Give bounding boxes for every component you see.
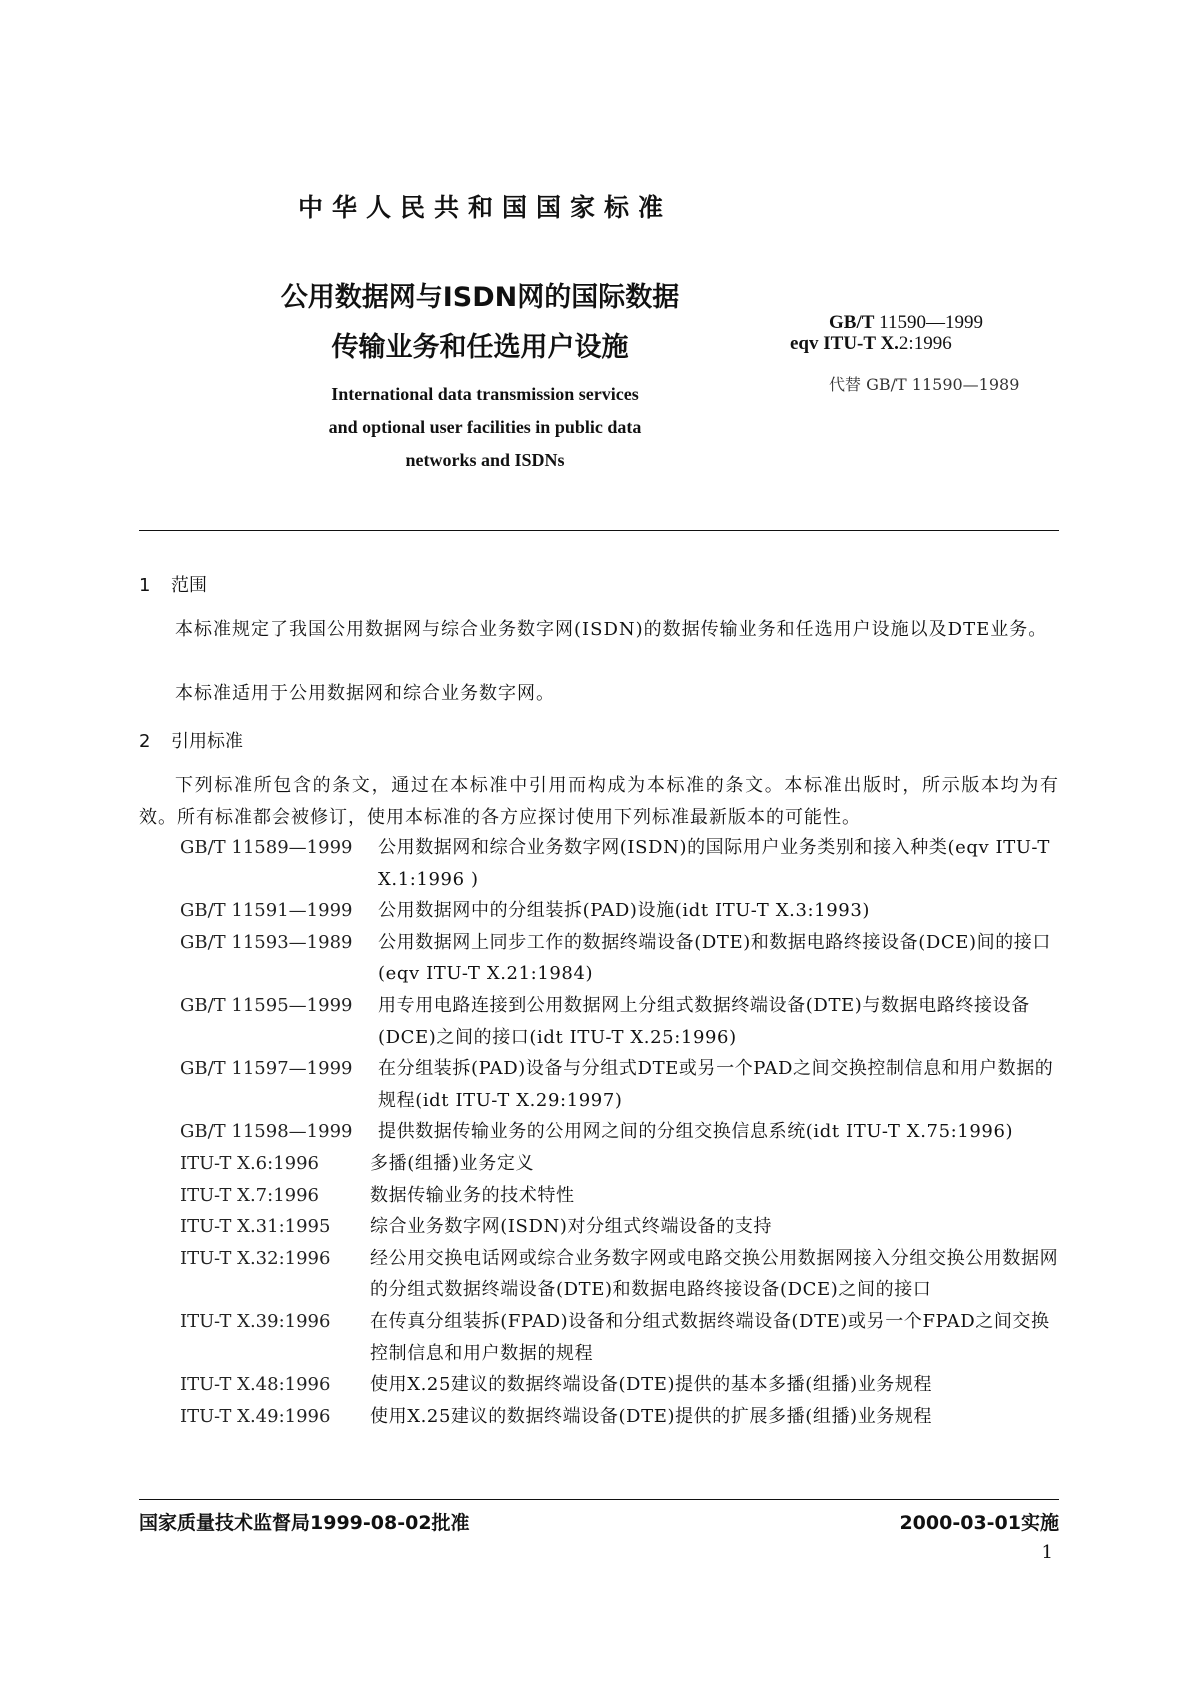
section-number: 2 xyxy=(139,731,151,752)
reference-title: 公用数据网和综合业务数字网(ISDN)的国际用户业务类别和接入种类(eqv ITU-T X.1:1996 ) xyxy=(378,837,1050,890)
reference-code: ITU-T X.32:1996 xyxy=(180,1247,331,1269)
section-number: 1 xyxy=(139,575,151,596)
reference-item xyxy=(180,1180,1059,1212)
reference-title: 多播(组播)业务定义 xyxy=(370,1152,535,1174)
reference-title: 使用X.25建议的数据终端设备(DTE)提供的基本多播(组播)业务规程 xyxy=(370,1374,933,1396)
reference-item xyxy=(180,832,1059,895)
reference-item xyxy=(180,1243,1059,1306)
title-en-line-1: International data transmission services xyxy=(331,384,639,404)
reference-item xyxy=(180,1053,1059,1116)
reference-code: GB/T 11597—1999 xyxy=(180,1058,353,1080)
standard-number xyxy=(829,312,983,334)
reference-code: ITU-T X.6:1996 xyxy=(180,1152,319,1174)
reference-code: ITU-T X.39:1996 xyxy=(180,1310,331,1332)
reference-title: 经公用交换电话网或综合业务数字网或电路交换公用数据网接入分组交换公用数据网的分组式数据终端设备(DTE)和数据电路终接设备(DCE)之间的接口 xyxy=(370,1247,1059,1301)
reference-code: ITU-T X.48:1996 xyxy=(180,1374,331,1396)
approval-date: 国家质量技术监督局1999-08-02批准 xyxy=(139,1512,470,1534)
reference-code: GB/T 11591—1999 xyxy=(180,900,353,922)
reference-code: ITU-T X.7:1996 xyxy=(180,1184,319,1206)
reference-code: GB/T 11589—1999 xyxy=(180,837,353,858)
reference-item xyxy=(180,1306,1059,1369)
reference-list xyxy=(180,832,1059,1432)
section-1-paragraph-2: 本标准适用于公用数据网和综合业务数字网。 xyxy=(175,683,555,704)
equivalence-value: 2:1996 xyxy=(898,333,952,354)
reference-code: GB/T 11595—1999 xyxy=(180,994,353,1016)
reference-title: 用专用电路连接到公用数据网上分组式数据终端设备(DTE)与数据电路终接设备(DCE)之间的接口(idt ITU-T X.25:1996) xyxy=(378,994,1030,1048)
effective-date: 2000-03-01实施 xyxy=(899,1512,1059,1534)
title-cn-line-2: 传输业务和任选用户设施 xyxy=(331,332,629,363)
reference-title: 综合业务数字网(ISDN)对分组式终端设备的支持 xyxy=(370,1216,773,1238)
title-en-line-3: networks and ISDNs xyxy=(405,450,565,470)
reference-title: 公用数据网中的分组装拆(PAD)设施(idt ITU-T X.3:1993) xyxy=(378,900,871,922)
section-2-heading xyxy=(139,727,243,753)
equivalence xyxy=(790,333,952,355)
replaces-note: 代替 GB/T 11590—1989 xyxy=(829,375,1020,394)
reference-item xyxy=(180,1211,1059,1243)
reference-item xyxy=(180,990,1059,1053)
reference-title: 公用数据网上同步工作的数据终端设备(DTE)和数据电路终接设备(DCE)间的接口(eqv ITU-T X.21:1984) xyxy=(378,931,1052,985)
page-number: 1 xyxy=(1041,1542,1053,1563)
reference-item xyxy=(180,895,1059,927)
section-1-paragraph-1: 本标准规定了我国公用数据网与综合业务数字网(ISDN)的数据传输业务和任选用户设施以及DTE业务。 xyxy=(175,619,1048,640)
reference-code: ITU-T X.49:1996 xyxy=(180,1405,331,1427)
title-en-line-2: and optional user facilities in public data xyxy=(328,417,642,437)
reference-item xyxy=(180,927,1059,990)
reference-item xyxy=(180,1369,1059,1401)
reference-item xyxy=(180,1116,1059,1148)
reference-title: 使用X.25建议的数据终端设备(DTE)提供的扩展多播(组播)业务规程 xyxy=(370,1405,933,1427)
standard-prefix: GB/T xyxy=(829,312,875,333)
equivalence-prefix: eqv ITU-T X. xyxy=(790,333,899,354)
reference-code: GB/T 11593—1989 xyxy=(180,931,353,953)
section-2-paragraph-1: 下列标准所包含的条文，通过在本标准中引用而构成为本标准的条文。本标准出版时，所示版本均为有效。所有标准都会被修订，使用本标准的各方应探讨使用下列标准最新版本的可能性。 xyxy=(139,775,1059,828)
section-title: 引用标准 xyxy=(171,731,243,752)
country-standard-heading: 中华人民共和国国家标准 xyxy=(297,193,672,222)
header-divider xyxy=(139,530,1059,531)
reference-title: 数据传输业务的技术特性 xyxy=(370,1184,575,1206)
footer-divider xyxy=(139,1499,1059,1500)
reference-title: 提供数据传输业务的公用网之间的分组交换信息系统(idt ITU-T X.75:1996) xyxy=(378,1121,1014,1143)
section-1-heading xyxy=(139,571,207,597)
reference-item xyxy=(180,1148,1059,1180)
reference-title: 在分组装拆(PAD)设备与分组式DTE或另一个PAD之间交换控制信息和用户数据的规程(idt ITU-T X.29:1997) xyxy=(378,1058,1054,1111)
reference-code: GB/T 11598—1999 xyxy=(180,1121,353,1143)
reference-title: 在传真分组装拆(FPAD)设备和分组式数据终端设备(DTE)或另一个FPAD之间交换控制信息和用户数据的规程 xyxy=(370,1310,1050,1364)
standard-number-value: 11590—1999 xyxy=(879,312,983,333)
reference-code: ITU-T X.31:1995 xyxy=(180,1216,331,1238)
section-title: 范围 xyxy=(171,575,207,596)
title-cn-line-1: 公用数据网与ISDN网的国际数据 xyxy=(280,282,680,313)
reference-item xyxy=(180,1401,1059,1433)
